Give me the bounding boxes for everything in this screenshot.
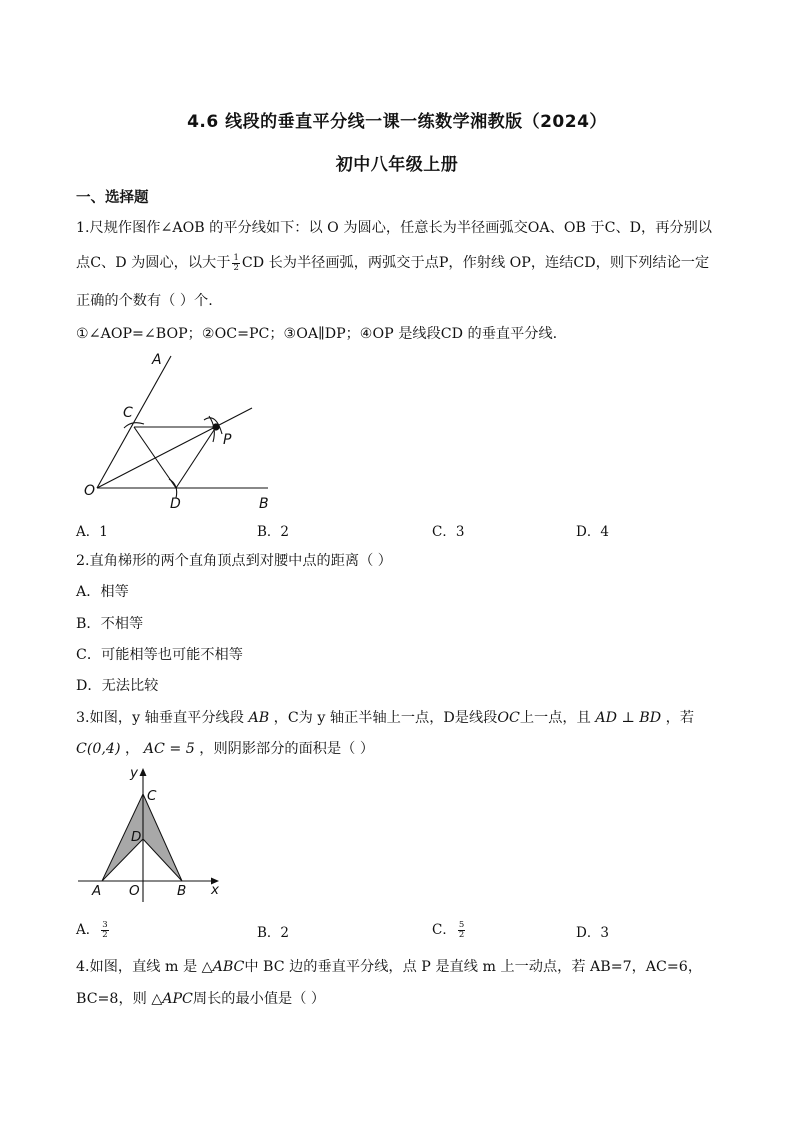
q3-text-1: 3.如图，y 轴垂直平分线段 xyxy=(76,710,244,726)
q4-math-abc: △ABC xyxy=(201,959,245,975)
ray-oa xyxy=(97,356,171,488)
fraction-denominator: 2 xyxy=(102,930,108,940)
label-d: D xyxy=(170,496,181,512)
label-d: D xyxy=(131,829,142,845)
q3-option-c-prefix: C． xyxy=(432,922,456,938)
q3-stem-line1 xyxy=(76,707,694,727)
q1-figure xyxy=(76,348,286,516)
fraction-denominator: 2 xyxy=(458,930,465,940)
segment-dp xyxy=(176,427,216,488)
q1-stem-line2 xyxy=(76,252,709,273)
q4-stem-line2 xyxy=(76,988,325,1008)
label-b: B xyxy=(259,496,269,512)
fraction-numerator: 1 xyxy=(233,252,239,263)
q3-option-c-fraction xyxy=(458,921,465,940)
label-o: O xyxy=(129,883,140,899)
q3-option-b[interactable]: B．2 xyxy=(257,925,290,941)
q1-option-c[interactable]: C．3 xyxy=(432,524,465,540)
fraction-half xyxy=(232,254,239,273)
y-axis-arrow xyxy=(140,768,147,776)
label-x-axis: x xyxy=(211,882,219,898)
fraction-denominator: 2 xyxy=(233,262,239,273)
q3-text-3: 上一点，且 xyxy=(519,710,591,726)
fraction-numerator: 3 xyxy=(102,920,108,930)
q3-option-a-prefix: A． xyxy=(76,922,100,938)
ray-op xyxy=(97,408,252,488)
q3-math-oc: OC xyxy=(497,710,520,726)
q2-stem: 2.直角梯形的两个直角顶点到对腰中点的距离（ ） xyxy=(76,553,392,569)
q1-stem-line1: 1.尺规作图作∠AOB 的平分线如下：以 O 为圆心，任意长为半径画弧交OA、OB 于C、D，再分别以 xyxy=(76,220,712,236)
q4-math-apc: △APC xyxy=(151,991,193,1007)
q4-text-2: 中 BC 边的垂直平分线，点 P 是直线 m 上一动点，若 AB=7，AC=6， xyxy=(244,959,703,975)
page-title: 4.6 线段的垂直平分线一课一练数学湘教版（2024） xyxy=(187,112,607,132)
q4-text-1: 4.如图，直线 m 是 xyxy=(76,959,198,975)
q3-option-a-fraction xyxy=(101,921,108,940)
shaded-region-right xyxy=(143,794,182,881)
q4-text-4: 周长的最小值是（ ） xyxy=(192,991,326,1007)
q3-text-5: ，则阴影部分的面积是（ ） xyxy=(199,741,375,757)
label-p: P xyxy=(223,432,232,448)
q1-stem-line3: 正确的个数有（ ）个. xyxy=(76,293,213,309)
q3-math-c-coord: C(0,4) xyxy=(76,741,121,757)
q1-conclusions: ①∠AOP=∠BOP；②OC=PC；③OA∥DP；④OP 是线段CD 的垂直平分线. xyxy=(76,326,558,342)
q4-stem-line1 xyxy=(76,956,702,976)
q3-figure xyxy=(76,762,226,904)
point-p xyxy=(212,423,219,430)
q3-math-ac-length: AC = 5 xyxy=(143,741,195,757)
q3-text-2: ，C为 y 轴正半轴上一点，D是线段 xyxy=(273,710,498,726)
q4-text-3: BC=8，则 xyxy=(76,991,147,1007)
label-a: A xyxy=(152,352,162,368)
label-o: O xyxy=(84,483,96,499)
q1-option-b[interactable]: B．2 xyxy=(257,524,290,540)
page-subtitle: 初中八年级上册 xyxy=(335,155,459,175)
label-y-axis: y xyxy=(130,765,138,781)
fraction-numerator: 5 xyxy=(458,920,465,930)
q3-option-c[interactable] xyxy=(432,918,467,940)
q3-math-ab: AB xyxy=(248,710,270,726)
q1-line2-end: CD 长为半径画弧，两弧交于点P，作射线 OP，连结CD，则下列结论一定 xyxy=(241,255,710,271)
section-heading: 一、选择题 xyxy=(76,190,149,206)
label-a: A xyxy=(92,883,102,899)
q3-option-d[interactable]: D．3 xyxy=(576,925,609,941)
q3-text-4: ，若 xyxy=(665,710,695,726)
label-c: C xyxy=(123,405,133,421)
q2-option-d[interactable]: D．无法比较 xyxy=(76,678,159,694)
q1-option-d[interactable]: D．4 xyxy=(576,524,609,540)
q2-option-b[interactable]: B．不相等 xyxy=(76,616,144,632)
q3-option-a[interactable] xyxy=(76,918,111,940)
q3-stem-line2: C(0,4) ， AC = 5 ，则阴影部分的面积是（ ） xyxy=(76,741,375,757)
label-b: B xyxy=(177,883,187,899)
q2-option-a[interactable]: A．相等 xyxy=(76,584,129,600)
q2-option-c[interactable]: C．可能相等也可能不相等 xyxy=(76,647,243,663)
label-c: C xyxy=(147,788,157,804)
q1-line2-start: 点C、D 为圆心，以大于 xyxy=(76,255,231,271)
q3-math-ad-perp-bd: AD ⊥ BD xyxy=(595,710,662,726)
q1-option-a[interactable]: A．1 xyxy=(76,524,108,540)
